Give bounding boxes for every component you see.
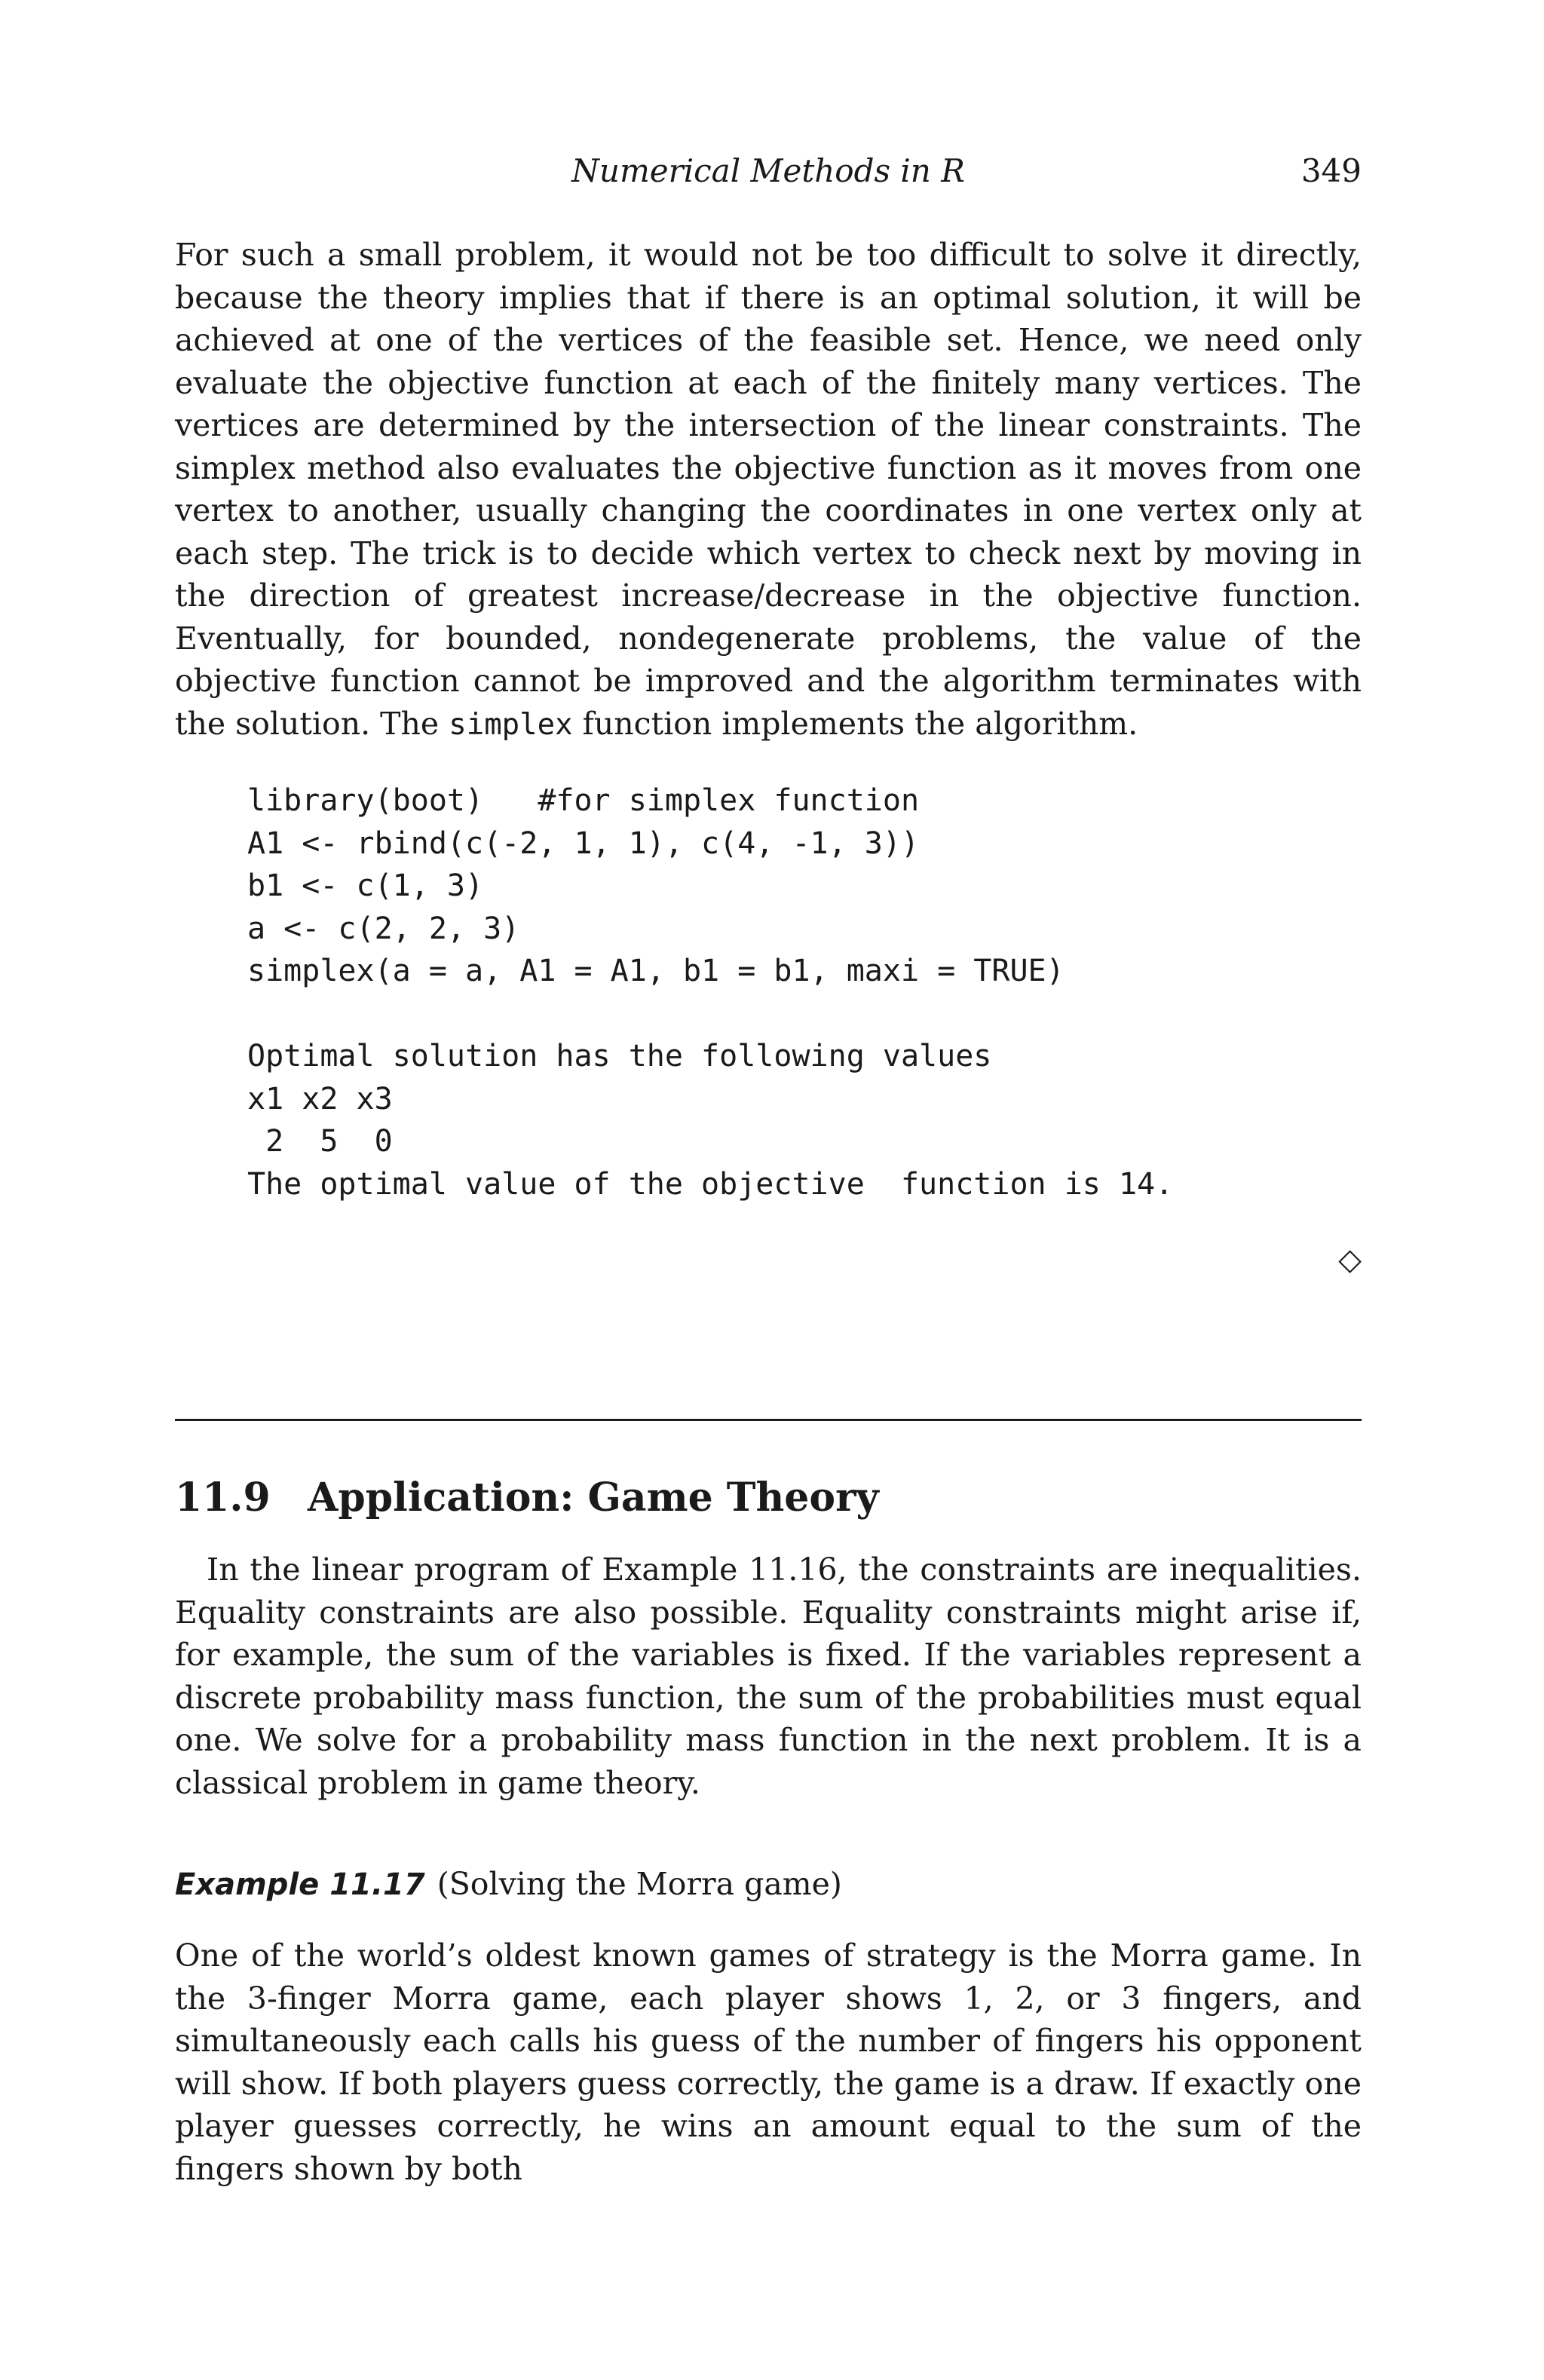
paragraph-simplex-explanation [175,234,1362,746]
example-title: (Solving the Morra game) [437,1866,842,1902]
section-number: 11.9 [175,1475,271,1521]
output-line: The optimal value of the objective function is 14. [247,1166,1174,1202]
paragraph-game-theory-intro: In the linear program of Example 11.16, the constraints are inequalities. Equality constraints are also possible. Equality constraints might arise if, for example, the sum of the variables is fixed. If the variables represent a discrete probability mass function, the sum of the probabilities must equal one. We solve for a probability mass function in the next problem. It is a classical problem in game theory. [175,1551,1362,1801]
section-heading [175,1475,879,1521]
r-output-block [247,1035,1348,1205]
paragraph-morra-game: One of the world’s oldest known games of strategy is the Morra game. In the 3-finger Morra game, each player shows 1, 2, or 3 fingers, and simultaneously each calls his guess of the number of fingers his opponent will show. If both players guess correctly, the game is a draw. If exactly one player guesses correctly, he wins an amount equal to the sum of the fingers shown by both [175,1937,1362,2187]
section-divider [175,1419,1362,1421]
code-line: A1 <- rbind(c(-2, 1, 1), c(4, -1, 3)) [247,825,920,861]
section-title: Application: Game Theory [308,1475,879,1521]
book-page [175,0,1362,2380]
example-heading [175,1866,842,1902]
inline-code-simplex: simplex [449,707,573,742]
end-of-example-marker: ◇ [1338,1242,1362,1277]
output-line: x1 x2 x3 [247,1081,393,1116]
code-line: simplex(a = a, A1 = A1, b1 = b1, maxi = TRUE) [247,954,1065,988]
example-label: Example 11.17 [175,1867,425,1902]
running-title: Numerical Methods in R [571,152,965,189]
r-code-block [247,780,1348,993]
code-line: library(boot) #for simplex function [247,783,920,818]
output-line: 2 5 0 [247,1124,393,1159]
paragraph-text: For such a small problem, it would not be too difficult to solve it directly, because the theory implies that if there is an optimal solution, it will be achieved at one of the vertices of the feasible set. Hence, we need only evaluate the objective function at each of the finitely many vertices. The vertices are determined by the intersection of the linear constraints. The simplex method also evaluates the objective function as it moves from one vertex to another, usually changing the coordinates in one vertex only at each step. The trick is to decide which vertex to check next by moving in the direction of greatest increase/decrease in the objective function. Eventually, for bounded, nondegenerate problems, the value of the objective function cannot be improved and the algorithm terminates with the solution. The [175,237,1362,742]
output-line: Optimal solution has the following values [247,1039,992,1074]
code-line: b1 <- c(1, 3) [247,868,484,903]
code-line: a <- c(2, 2, 3) [247,911,520,946]
page-number: 349 [1300,152,1362,189]
running-head [175,152,1362,193]
paragraph-text-end: function implements the algorithm. [582,705,1138,742]
